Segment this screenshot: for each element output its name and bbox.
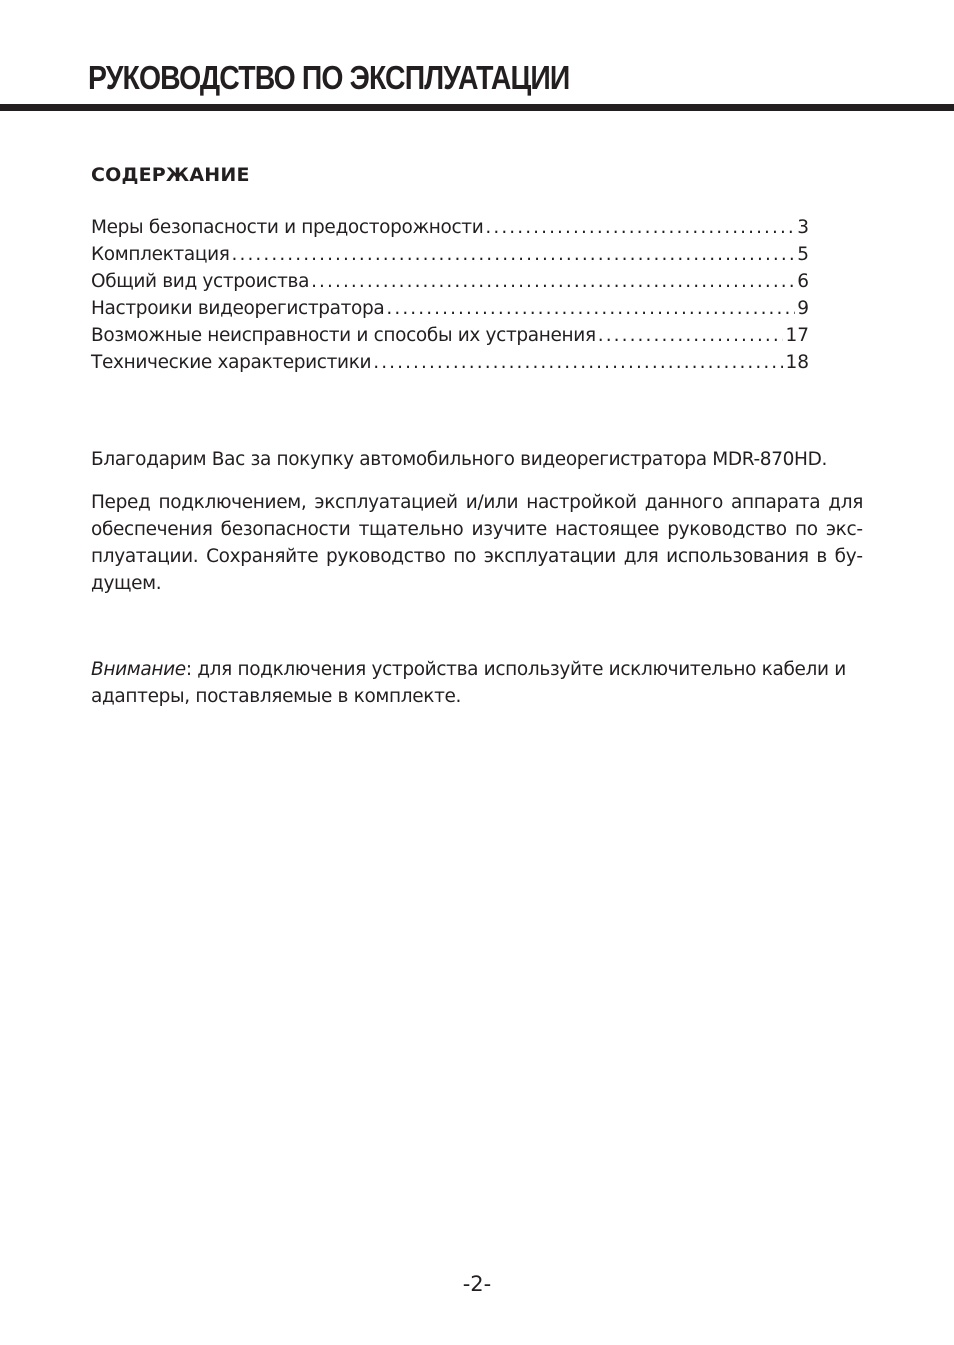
title-rule (0, 104, 954, 111)
toc-page-number: 18 (785, 352, 809, 373)
toc-entry[interactable] (91, 241, 809, 268)
toc-leader (386, 295, 795, 322)
toc-page-number: 5 (797, 244, 809, 265)
toc-page-number: 3 (797, 217, 809, 238)
toc-entry-label: Меры безопасности и предосторожности (91, 217, 484, 238)
toc-page-number: 17 (785, 325, 809, 346)
toc-leader (232, 241, 795, 268)
toc-entry-label: Общий вид устроиства (91, 271, 310, 292)
toc-entry[interactable] (91, 349, 809, 376)
toc-entry-label: Технические характеристики (91, 352, 372, 373)
toc-leader (485, 214, 795, 241)
toc-entry[interactable] (91, 214, 809, 241)
toc-entry[interactable] (91, 295, 809, 322)
toc-entry-label: Комплектация (91, 244, 230, 265)
toc-entry[interactable] (91, 268, 809, 295)
toc-leader (373, 349, 783, 376)
table-of-contents (91, 214, 809, 376)
page-number: -2- (462, 1272, 492, 1296)
toc-leader (598, 322, 784, 349)
toc-entry-label: Настроики видеорегистратора (91, 298, 385, 319)
toc-entry-label: Возможные неисправности и способы их устранения (91, 325, 596, 346)
thanks-paragraph: Благодарим Вас за покупку автомобильного видеорегистратора MDR-870HD. (91, 449, 828, 470)
toc-heading: СОДЕРЖАНИЕ (91, 164, 250, 186)
toc-leader (311, 268, 795, 295)
warning-paragraph (91, 656, 863, 710)
intro-paragraph: Перед подключением, эксплуатацией и/или настройкой данного аппарата для обеспечения безопасности тщательно изучите настоящее руководство по эксплуатации. Сохраняйте руководство по эксплуатации для использования в будущем. (91, 492, 863, 594)
toc-page-number: 9 (797, 298, 809, 319)
toc-page-number: 6 (797, 271, 809, 292)
warning-text: : для подключения устройства используйте исключительно кабели и адаптеры, поставляемые в комплекте. (91, 659, 846, 707)
toc-entry[interactable] (91, 322, 809, 349)
page-title: РУКОВОДСТВО ПО ЭКСПЛУАТАЦИИ (88, 59, 570, 96)
warning-label: Внимание (91, 659, 186, 680)
